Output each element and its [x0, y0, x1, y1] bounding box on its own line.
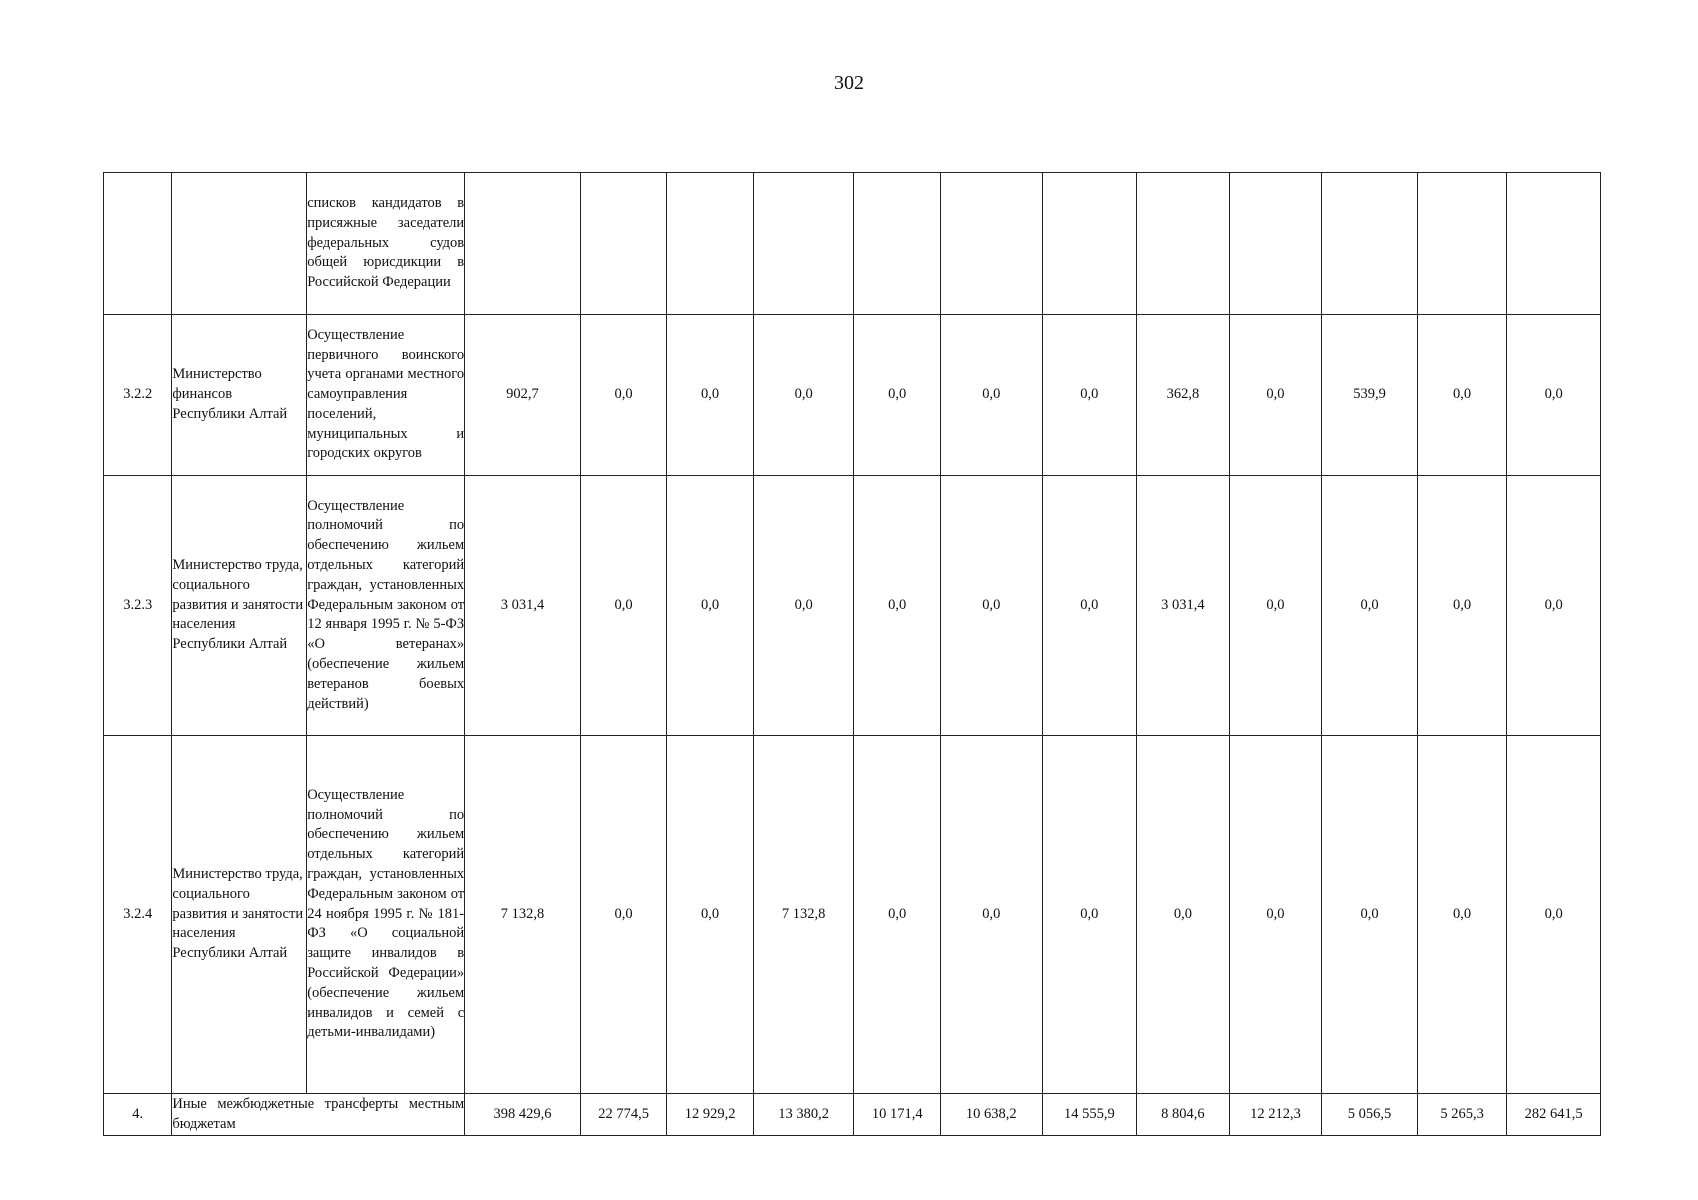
description-cell: Осуществление полномочий по обеспечению жильем отдельных категорий граждан, установленных Федеральным законом от 12 января 1995 г. № 5-ФЗ «О ветеранах» (обеспечение жильем ветеранов боевых действий) [307, 476, 465, 736]
value-cell: 0,0 [1322, 736, 1418, 1094]
value-cell: 22 774,5 [580, 1094, 667, 1136]
value-cell: 398 429,6 [465, 1094, 581, 1136]
description-cell: списков кандидатов в присяжные заседатели федеральных судов общей юрисдикции в Российской Федерации [307, 173, 465, 315]
value-cell: 0,0 [940, 476, 1042, 736]
description-cell: Осуществление полномочий по обеспечению жильем отдельных категорий граждан, установленных Федеральным законом от 24 ноября 1995 г. № 181-ФЗ «О социальной защите инвалидов в Российской Федерации» (обеспечение жильем инвалидов и семей с детьми-инвалидами) [307, 736, 465, 1094]
budget-table [103, 172, 1601, 1136]
row-number: 4. [104, 1094, 172, 1136]
value-cell [667, 173, 754, 315]
total-row [104, 1094, 1601, 1136]
value-cell: 0,0 [1417, 315, 1507, 476]
value-cell [1042, 173, 1137, 315]
table-row [104, 476, 1601, 736]
value-cell: 12 212,3 [1229, 1094, 1322, 1136]
value-cell: 0,0 [580, 476, 667, 736]
value-cell [753, 173, 854, 315]
value-cell: 0,0 [1322, 476, 1418, 736]
organization-cell [172, 173, 307, 315]
total-label: Иные межбюджетные трансферты местным бюджетам [172, 1094, 465, 1136]
row-number [104, 173, 172, 315]
value-cell: 3 031,4 [1137, 476, 1230, 736]
value-cell: 14 555,9 [1042, 1094, 1137, 1136]
value-cell: 3 031,4 [465, 476, 581, 736]
organization-cell: Министерство труда, социального развития и занятости населения Республики Алтай [172, 736, 307, 1094]
value-cell: 0,0 [854, 476, 941, 736]
organization-cell: Министерство финансов Республики Алтай [172, 315, 307, 476]
description-cell: Осуществление первичного воинского учета органами местного самоуправления поселений, муниципальных и городских округов [307, 315, 465, 476]
value-cell: 5 056,5 [1322, 1094, 1418, 1136]
value-cell: 0,0 [580, 315, 667, 476]
value-cell [940, 173, 1042, 315]
value-cell: 7 132,8 [753, 736, 854, 1094]
page-number: 302 [834, 72, 864, 94]
row-number: 3.2.4 [104, 736, 172, 1094]
value-cell: 0,0 [1229, 736, 1322, 1094]
value-cell [1322, 173, 1418, 315]
value-cell: 0,0 [1417, 736, 1507, 1094]
value-cell: 10 638,2 [940, 1094, 1042, 1136]
organization-cell: Министерство труда, социального развития и занятости населения Республики Алтай [172, 476, 307, 736]
value-cell [1417, 173, 1507, 315]
table-row [104, 173, 1601, 315]
value-cell [580, 173, 667, 315]
value-cell: 902,7 [465, 315, 581, 476]
value-cell: 0,0 [940, 315, 1042, 476]
value-cell: 282 641,5 [1507, 1094, 1601, 1136]
value-cell: 12 929,2 [667, 1094, 754, 1136]
value-cell: 0,0 [1507, 315, 1601, 476]
value-cell [854, 173, 941, 315]
value-cell [1137, 173, 1230, 315]
value-cell: 0,0 [667, 736, 754, 1094]
value-cell: 0,0 [854, 315, 941, 476]
table-row [104, 315, 1601, 476]
table-row [104, 736, 1601, 1094]
value-cell [1229, 173, 1322, 315]
value-cell: 10 171,4 [854, 1094, 941, 1136]
row-number: 3.2.2 [104, 315, 172, 476]
value-cell: 0,0 [1229, 315, 1322, 476]
value-cell: 8 804,6 [1137, 1094, 1230, 1136]
value-cell: 0,0 [753, 315, 854, 476]
value-cell: 0,0 [854, 736, 941, 1094]
value-cell: 539,9 [1322, 315, 1418, 476]
value-cell: 0,0 [1137, 736, 1230, 1094]
value-cell [465, 173, 581, 315]
value-cell: 5 265,3 [1417, 1094, 1507, 1136]
value-cell: 0,0 [753, 476, 854, 736]
value-cell: 0,0 [1507, 476, 1601, 736]
value-cell: 13 380,2 [753, 1094, 854, 1136]
value-cell: 0,0 [940, 736, 1042, 1094]
value-cell: 0,0 [1229, 476, 1322, 736]
value-cell: 0,0 [1042, 736, 1137, 1094]
value-cell: 0,0 [1042, 476, 1137, 736]
value-cell [1507, 173, 1601, 315]
value-cell: 0,0 [667, 315, 754, 476]
row-number: 3.2.3 [104, 476, 172, 736]
value-cell: 0,0 [1507, 736, 1601, 1094]
value-cell: 362,8 [1137, 315, 1230, 476]
value-cell: 0,0 [1417, 476, 1507, 736]
value-cell: 0,0 [1042, 315, 1137, 476]
value-cell: 0,0 [667, 476, 754, 736]
value-cell: 7 132,8 [465, 736, 581, 1094]
value-cell: 0,0 [580, 736, 667, 1094]
